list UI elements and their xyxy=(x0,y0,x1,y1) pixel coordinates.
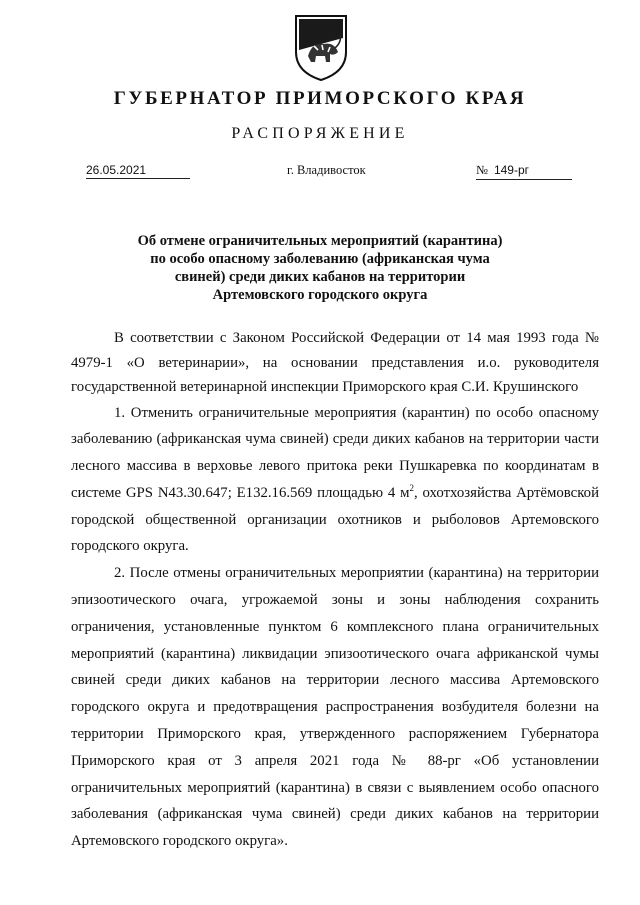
emblem-graphic xyxy=(290,12,352,82)
item-1-text-end: , охотхозяйства Артёмовской городской общественной организации охотников и рыболовов Артемовского городского округа. xyxy=(71,484,599,555)
document-type: РАСПОРЯЖЕНИЕ xyxy=(231,125,409,142)
preamble-paragraph: В соответствии с Законом Российской Федерации от 14 мая 1993 года № 4979-1 «О ветеринарии», на основании представления и.о. руководителя государственной ветеринарной инспекции Приморского края С.И. Крушинского xyxy=(71,330,599,395)
title-line: Об отмене ограничительных мероприятий (карантина) xyxy=(137,233,503,249)
document-body xyxy=(71,326,599,855)
title-line: по особо опасному заболеванию (африканская чума xyxy=(150,251,490,267)
number-value: 149-рг xyxy=(493,163,530,177)
document-title xyxy=(110,232,530,304)
title-line: свиней) среди диких кабанов на территории xyxy=(174,269,466,285)
title-line: Артемовского городского округа xyxy=(212,287,428,303)
item-1-text: 1. Отменить ограничительные мероприятия (карантин) по особо опасному заболеванию (африканская чума свиней) среди диких кабанов на территории части лесного массива в верховье левого притока реки Пушкаревка по координатам в системе GPS N43.30.647; E132.16.569 площадью 4 м xyxy=(71,404,599,501)
document-city: г. Владивосток xyxy=(287,163,366,177)
coat-of-arms-icon xyxy=(290,12,352,82)
square-superscript: 2 xyxy=(409,482,414,493)
governor-title: ГУБЕРНАТОР ПРИМОРСКОГО КРАЯ xyxy=(113,88,527,109)
number-sign: № xyxy=(476,163,488,177)
item-2-paragraph: 2. После отмены ограничительных мероприятии (карантина) на территории эпизоотического очага, угрожаемой зоны и зоны наблюдения сохранить ограничения, установленные пунктом 6 комплексного плана ограничительных мероприятий (карантина) ликвидации эпизоотического очага африканской чумы свиней среди диких кабанов на территории лесного массива Артемовского городского округа и предотвращения распространения возбудителя болезни на территории Приморского края, утвержденного распоряжением Губернатора Приморского края от 3 апреля 2021 года № 88-рг «Об установлении ограничительных мероприятий (карантина) в связи с выявлением особо опасного заболевания (африканская чума свиней) среди диких кабанов на территории Артемовского городского округа». xyxy=(71,565,599,850)
document-meta xyxy=(0,163,640,185)
item-1-paragraph xyxy=(71,400,599,561)
document-number xyxy=(476,163,572,180)
document-date: 26.05.2021 xyxy=(86,163,190,179)
